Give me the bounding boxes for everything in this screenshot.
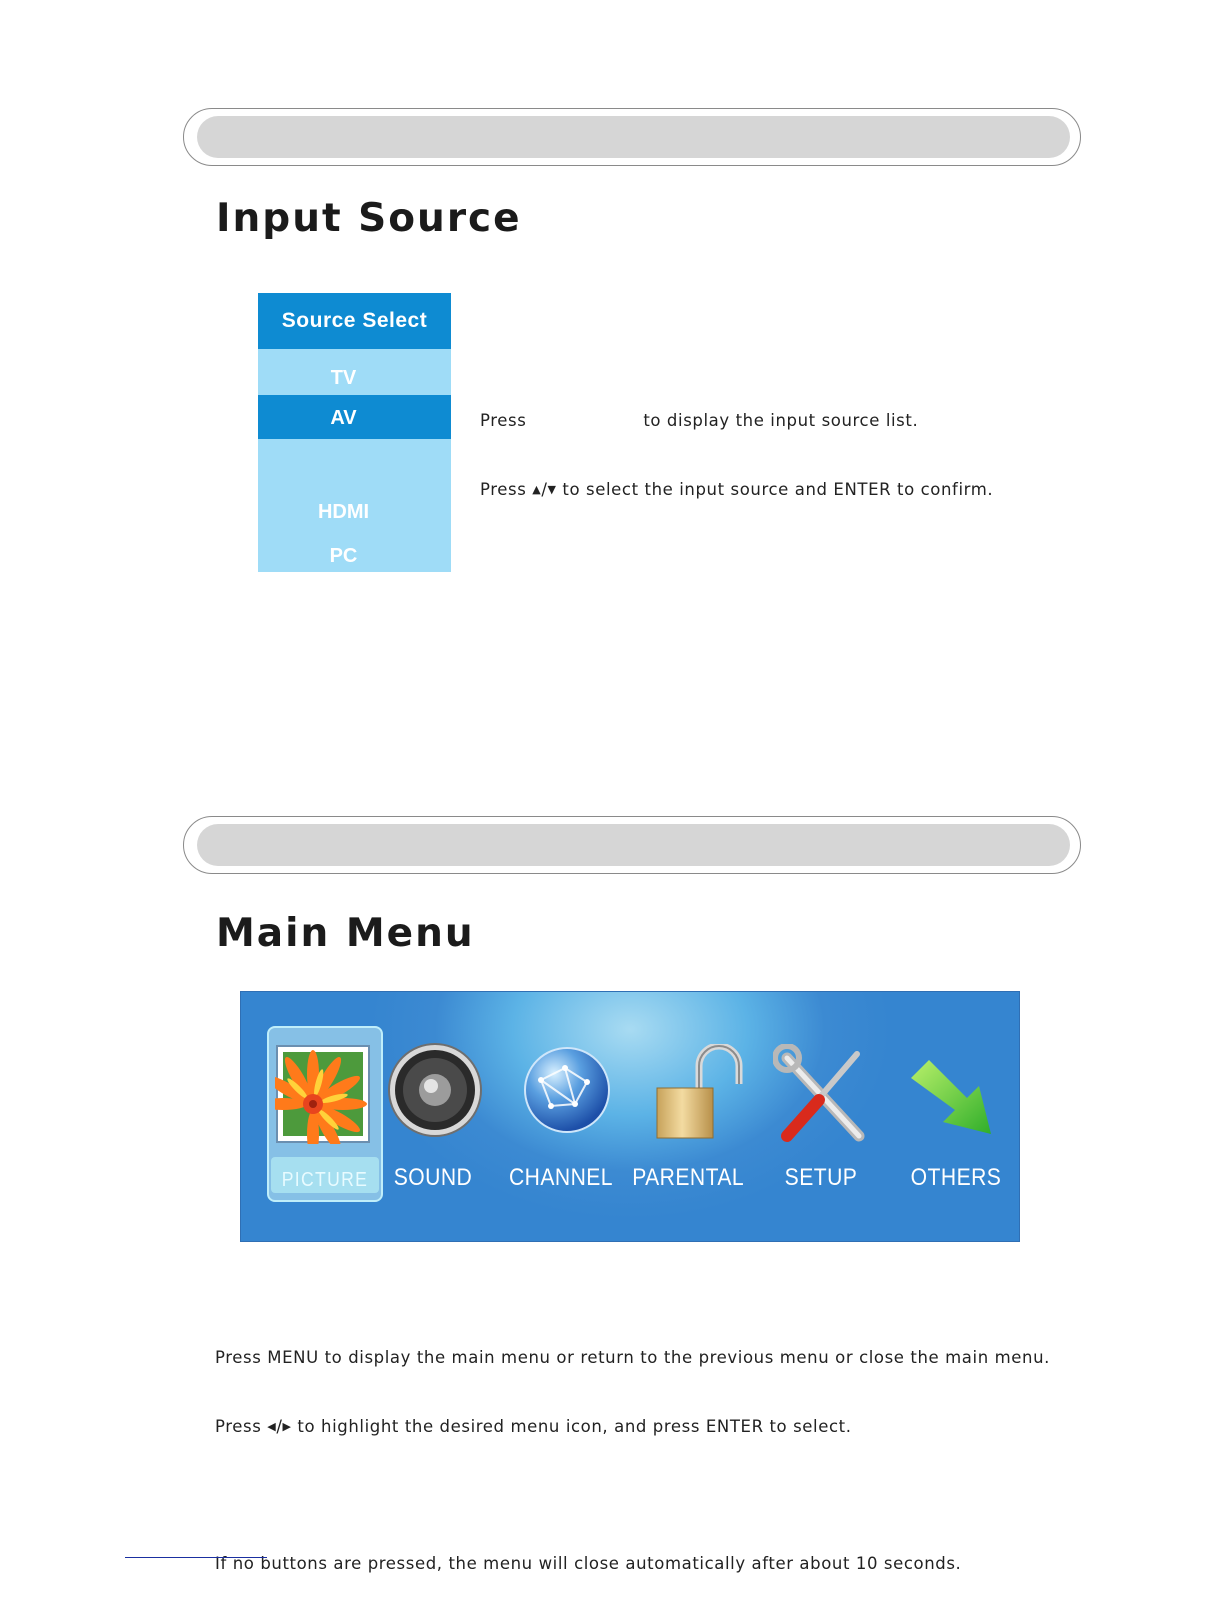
- section-banner-fill: [197, 116, 1070, 158]
- main-menu-title: Main Menu: [216, 911, 475, 956]
- source-select-panel: [258, 293, 451, 572]
- paragraph-spacer: [215, 1484, 1050, 1506]
- padlock-icon: [653, 1044, 743, 1142]
- menu-item-others[interactable]: [901, 992, 1005, 1243]
- main-menu-instructions: [215, 1300, 1050, 1598]
- up-arrow-icon: ▲: [532, 483, 542, 496]
- main-menu-text-line1: Press MENU to display the main menu or return to the previous menu or close the main menu.: [215, 1348, 1050, 1367]
- main-menu-text-line2-pre: Press: [215, 1417, 268, 1436]
- menu-item-parental[interactable]: [629, 992, 745, 1243]
- tools-icon: [773, 1044, 869, 1144]
- source-instruction-line1: Press to display the input source list.: [480, 411, 919, 430]
- source-instruction-line2-post: to select the input source and ENTER to confirm.: [556, 480, 994, 499]
- globe-icon: [521, 1044, 613, 1136]
- source-instructions: [480, 363, 993, 524]
- input-source-title: Input Source: [216, 196, 522, 241]
- source-instruction-line2: Press ▲/▼ to select the input source and ENTER to confirm.: [480, 480, 994, 499]
- source-select-header: Source Select: [258, 293, 451, 349]
- source-item-av[interactable]: AV: [258, 395, 451, 439]
- main-menu-text-line2: Press ◀/▶ to highlight the desired menu icon, and press ENTER to select.: [215, 1417, 852, 1436]
- main-menu-text-line3: If no buttons are pressed, the menu will close automatically after about 10 seconds.: [215, 1554, 962, 1573]
- source-item-tv[interactable]: TV: [330, 367, 357, 389]
- source-item-pc[interactable]: PC: [329, 545, 358, 567]
- speaker-icon: [387, 1042, 483, 1138]
- source-select-list: [258, 349, 451, 572]
- section-banner-bottom: [183, 816, 1081, 874]
- section-banner-fill: [197, 824, 1070, 866]
- arrow-icon: [907, 1056, 995, 1144]
- menu-label-others: OTHERS: [910, 1164, 1002, 1191]
- menu-label-channel: CHANNEL: [508, 1164, 614, 1191]
- menu-item-picture[interactable]: [267, 992, 383, 1243]
- main-menu-text-line2-post: to highlight the desired menu icon, and press ENTER to select.: [291, 1417, 852, 1436]
- menu-label-sound: SOUND: [393, 1164, 473, 1191]
- section-banner-top: [183, 108, 1081, 166]
- menu-label-setup: SETUP: [784, 1164, 858, 1191]
- source-instruction-line2-pre: Press: [480, 480, 533, 499]
- source-item-hdmi[interactable]: HDMI: [317, 501, 370, 523]
- right-arrow-icon: ▶: [282, 1420, 292, 1433]
- main-menu-panel: [240, 991, 1020, 1242]
- menu-label-parental: PARENTAL: [632, 1164, 745, 1191]
- down-arrow-icon: ▼: [547, 483, 557, 496]
- footer-rule: [125, 1557, 267, 1558]
- menu-item-channel[interactable]: [503, 992, 614, 1243]
- picture-icon: [275, 1044, 371, 1144]
- menu-label-picture: PICTURE: [281, 1169, 369, 1191]
- left-arrow-icon: ◀: [267, 1420, 277, 1433]
- menu-item-setup[interactable]: [771, 992, 867, 1243]
- menu-item-sound[interactable]: [387, 992, 479, 1243]
